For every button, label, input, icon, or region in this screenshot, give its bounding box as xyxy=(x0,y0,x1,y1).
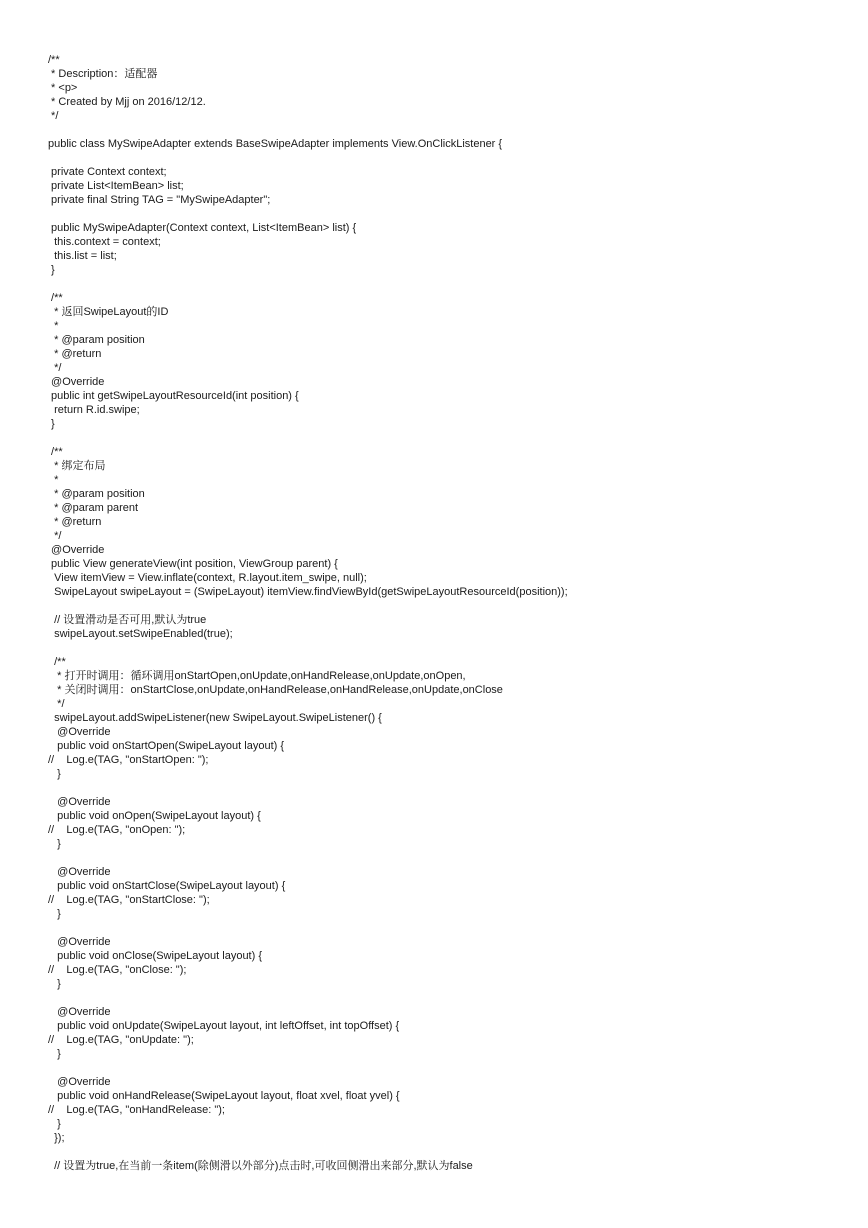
code-line: * @return xyxy=(48,516,102,528)
code-line: public View generateView(int position, ViewGroup parent) { xyxy=(48,558,338,570)
code-line: swipeLayout.setSwipeEnabled(true); xyxy=(48,628,233,640)
code-line: return R.id.swipe; xyxy=(48,404,140,416)
code-line: @Override xyxy=(48,796,111,808)
code-line xyxy=(48,641,568,655)
code-line: */ xyxy=(48,110,59,122)
code-line: */ xyxy=(48,530,62,542)
code-line xyxy=(48,123,568,137)
code-line: View itemView = View.inflate(context, R.layout.item_swipe, null); xyxy=(48,572,367,584)
code-line: } xyxy=(48,1118,61,1130)
code-line: */ xyxy=(48,362,62,374)
code-line: } xyxy=(48,264,55,276)
code-line: @Override xyxy=(48,1076,111,1088)
code-line: // 设置为true,在当前一条item(除侧滑以外部分)点击时,可收回侧滑出来部分,默认为false xyxy=(48,1160,473,1172)
code-line: } xyxy=(48,1048,61,1060)
code-line: /** xyxy=(48,656,66,668)
code-line: // Log.e(TAG, "onOpen: "); xyxy=(48,824,186,836)
code-line: public void onClose(SwipeLayout layout) { xyxy=(48,950,263,962)
code-line: public class MySwipeAdapter extends BaseSwipeAdapter implements View.OnClickListener { xyxy=(48,138,503,150)
code-line: // Log.e(TAG, "onStartOpen: "); xyxy=(48,754,209,766)
code-line xyxy=(48,599,568,613)
code-line: private Context context; xyxy=(48,166,167,178)
code-line: public void onStartOpen(SwipeLayout layout) { xyxy=(48,740,285,752)
code-line: * @param position xyxy=(48,334,145,346)
code-line xyxy=(48,781,568,795)
code-line: * 打开时调用：循环调用onStartOpen,onUpdate,onHandRelease,onUpdate,onOpen, xyxy=(48,670,466,682)
code-line xyxy=(48,431,568,445)
code-listing xyxy=(48,53,568,1173)
code-line: this.context = context; xyxy=(48,236,161,248)
code-line: * @param position xyxy=(48,488,145,500)
code-line xyxy=(48,151,568,165)
code-line: @Override xyxy=(48,726,111,738)
code-line: @Override xyxy=(48,866,111,878)
code-line: @Override xyxy=(48,936,111,948)
code-line: * @return xyxy=(48,348,102,360)
code-line: private final String TAG = "MySwipeAdapter"; xyxy=(48,194,271,206)
code-line: } xyxy=(48,838,61,850)
code-line: * 关闭时调用：onStartClose,onUpdate,onHandRelease,onHandRelease,onUpdate,onClose xyxy=(48,684,503,696)
code-line: // Log.e(TAG, "onClose: "); xyxy=(48,964,187,976)
code-line: /** xyxy=(48,54,60,66)
code-line: } xyxy=(48,768,61,780)
code-line: * xyxy=(48,320,59,332)
code-line: SwipeLayout swipeLayout = (SwipeLayout) itemView.findViewById(getSwipeLayoutResourceId(position)); xyxy=(48,586,568,598)
code-line: * 绑定布局 xyxy=(48,460,106,472)
code-line xyxy=(48,277,568,291)
code-line: @Override xyxy=(48,1006,111,1018)
code-line: } xyxy=(48,978,61,990)
code-line: // Log.e(TAG, "onHandRelease: "); xyxy=(48,1104,225,1116)
code-line: public void onStartClose(SwipeLayout layout) { xyxy=(48,880,286,892)
code-line: private List<ItemBean> list; xyxy=(48,180,184,192)
code-line xyxy=(48,207,568,221)
code-line: public void onOpen(SwipeLayout layout) { xyxy=(48,810,261,822)
code-line: /** xyxy=(48,446,63,458)
code-line: }); xyxy=(48,1132,65,1144)
code-line: // Log.e(TAG, "onUpdate: "); xyxy=(48,1034,194,1046)
code-line: * xyxy=(48,474,59,486)
code-line: @Override xyxy=(48,376,105,388)
code-line: * Description：适配器 xyxy=(48,68,158,80)
code-line: /** xyxy=(48,292,63,304)
code-line: @Override xyxy=(48,544,105,556)
code-line: public void onHandRelease(SwipeLayout layout, float xvel, float yvel) { xyxy=(48,1090,400,1102)
code-line: // 设置滑动是否可用,默认为true xyxy=(48,614,207,626)
code-line xyxy=(48,1061,568,1075)
code-line: * 返回SwipeLayout的ID xyxy=(48,306,169,318)
code-line: swipeLayout.addSwipeListener(new SwipeLayout.SwipeListener() { xyxy=(48,712,382,724)
code-line xyxy=(48,1145,568,1159)
code-line: // Log.e(TAG, "onStartClose: "); xyxy=(48,894,210,906)
code-line xyxy=(48,851,568,865)
code-line: * @param parent xyxy=(48,502,139,514)
code-line xyxy=(48,991,568,1005)
code-line: * Created by Mjj on 2016/12/12. xyxy=(48,96,206,108)
code-line: */ xyxy=(48,698,65,710)
code-line: } xyxy=(48,908,61,920)
code-line: public MySwipeAdapter(Context context, List<ItemBean> list) { xyxy=(48,222,357,234)
code-line: * <p> xyxy=(48,82,78,94)
code-line: public int getSwipeLayoutResourceId(int position) { xyxy=(48,390,299,402)
code-line xyxy=(48,921,568,935)
code-line: public void onUpdate(SwipeLayout layout, int leftOffset, int topOffset) { xyxy=(48,1020,400,1032)
code-line: } xyxy=(48,418,55,430)
code-line: this.list = list; xyxy=(48,250,117,262)
